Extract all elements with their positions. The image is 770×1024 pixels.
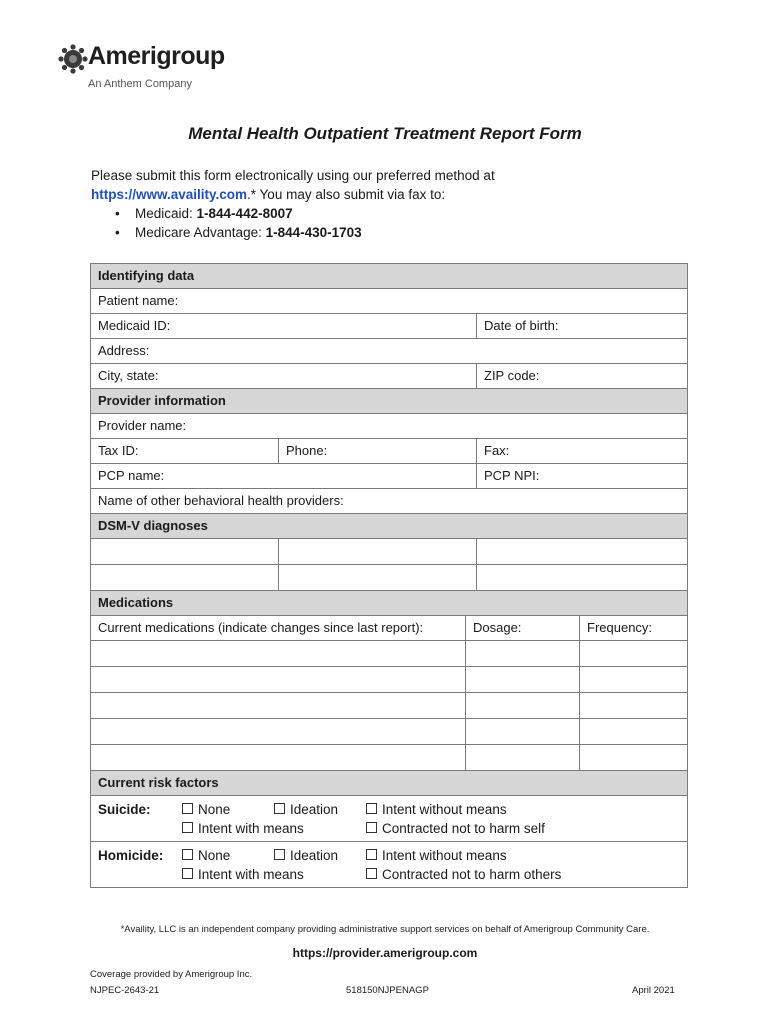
medication-cell[interactable] [91,693,465,718]
dosage-cell[interactable] [465,667,579,692]
medication-cell[interactable] [91,719,465,744]
intro-text [91,166,691,242]
option-label: Contracted not to harm others [382,867,562,882]
patient-name-field[interactable]: Patient name: [98,293,179,308]
suicide-contracted-option[interactable] [366,821,680,836]
homicide-risk-group [91,842,687,887]
suicide-risk-group [91,796,687,841]
suicide-none-option[interactable] [182,802,274,817]
frequency-header: Frequency: [579,616,687,640]
homicide-label: Homicide: [98,848,164,863]
homicide-intent-with-means-option[interactable] [182,867,366,882]
homicide-ideation-option[interactable] [274,848,366,863]
dosage-cell[interactable] [465,745,579,770]
option-label: Intent with means [198,821,304,836]
option-label: None [198,802,231,817]
dsm-diagnosis-cell[interactable] [476,539,687,564]
frequency-cell[interactable] [579,693,687,718]
phone-field[interactable]: Phone: [278,439,476,463]
checkbox-icon[interactable] [366,849,377,860]
intro-line-2 [91,185,691,204]
dsm-diagnosis-cell[interactable] [476,565,687,590]
suicide-ideation-option[interactable] [274,802,366,817]
fax-item-medicaid [135,204,691,223]
provider-name-field[interactable]: Provider name: [98,418,187,433]
pcp-npi-field[interactable]: PCP NPI: [476,464,687,488]
coverage-text: Coverage provided by Amerigroup Inc. [90,969,253,980]
medication-cell[interactable] [91,641,465,666]
fax-field[interactable]: Fax: [476,439,687,463]
date-of-birth-field[interactable]: Date of birth: [476,314,687,338]
footnote: *Availity, LLC is an independent company providing administrative support services on behalf of Amerigroup Community Care. [120,924,650,935]
option-label: Intent without means [382,802,507,817]
pcp-name-field[interactable]: PCP name: [98,468,165,483]
dsm-diagnosis-cell[interactable] [278,565,476,590]
checkbox-icon[interactable] [274,803,285,814]
fax-label: Medicare Advantage: [135,225,266,240]
homicide-none-option[interactable] [182,848,274,863]
checkbox-icon[interactable] [182,822,193,833]
frequency-cell[interactable] [579,641,687,666]
tax-id-field[interactable]: Tax ID: [98,443,139,458]
frequency-cell[interactable] [579,719,687,744]
amerigroup-logo-mark-icon [58,44,88,74]
revision-date: April 2021 [632,985,675,996]
section-header-medications: Medications [91,591,687,615]
option-label: Intent with means [198,867,304,882]
fax-label: Medicaid: [135,206,197,221]
medication-cell[interactable] [91,667,465,692]
checkbox-icon[interactable] [274,849,285,860]
medication-cell[interactable] [91,745,465,770]
option-label: Intent without means [382,848,507,863]
section-header-provider: Provider information [91,389,687,413]
section-header-identifying: Identifying data [91,264,687,288]
checkbox-icon[interactable] [366,822,377,833]
frequency-cell[interactable] [579,745,687,770]
dsm-diagnosis-cell[interactable] [278,539,476,564]
frequency-cell[interactable] [579,667,687,692]
fax-number: 1-844-442-8007 [196,206,293,221]
checkbox-icon[interactable] [182,849,193,860]
suicide-intent-with-means-option[interactable] [182,821,366,836]
checkbox-icon[interactable] [182,868,193,879]
form-code: NJPEC-2643-21 [90,985,160,996]
city-state-field[interactable]: City, state: [98,368,159,383]
section-header-risk: Current risk factors [91,771,687,795]
intro-line-1: Please submit this form electronically using our preferred method at [91,168,495,183]
dosage-cell[interactable] [465,693,579,718]
checkbox-icon[interactable] [182,803,193,814]
checkbox-icon[interactable] [366,868,377,879]
dosage-cell[interactable] [465,641,579,666]
fax-list [91,204,691,242]
option-label: None [198,848,231,863]
option-label: Ideation [290,848,339,863]
availity-link[interactable]: https://www.availity.com [91,187,248,202]
suicide-label: Suicide: [98,802,151,817]
dsm-diagnosis-cell[interactable] [91,565,278,590]
checkbox-icon[interactable] [366,803,377,814]
homicide-contracted-option[interactable] [366,867,680,882]
intro-line-2-rest: .* You may also submit via fax to: [247,187,446,202]
current-medications-header: Current medications (indicate changes since last report): [98,620,424,635]
dosage-cell[interactable] [465,719,579,744]
homicide-intent-without-means-option[interactable] [366,848,680,863]
option-label: Ideation [290,802,339,817]
logo-wordmark: Amerigroup [88,42,225,70]
dosage-header: Dosage: [465,616,579,640]
zip-code-field[interactable]: ZIP code: [476,364,687,388]
other-providers-field[interactable]: Name of other behavioral health providers: [98,493,344,508]
page-title: Mental Health Outpatient Treatment Report Form [188,124,582,143]
suicide-intent-without-means-option[interactable] [366,802,680,817]
section-header-dsm: DSM-V diagnoses [91,514,687,538]
fax-item-medicare [135,223,691,242]
document-id: 518150NJPENAGP [346,985,429,996]
address-field[interactable]: Address: [98,343,150,358]
amerigroup-logo [58,42,258,98]
medicaid-id-field[interactable]: Medicaid ID: [98,318,171,333]
dsm-diagnosis-cell[interactable] [91,539,278,564]
provider-url-link[interactable]: https://provider.amerigroup.com [292,946,478,960]
report-form [90,263,688,888]
logo-tagline: An Anthem Company [88,78,192,90]
fax-number: 1-844-430-1703 [265,225,362,240]
option-label: Contracted not to harm self [382,821,545,836]
